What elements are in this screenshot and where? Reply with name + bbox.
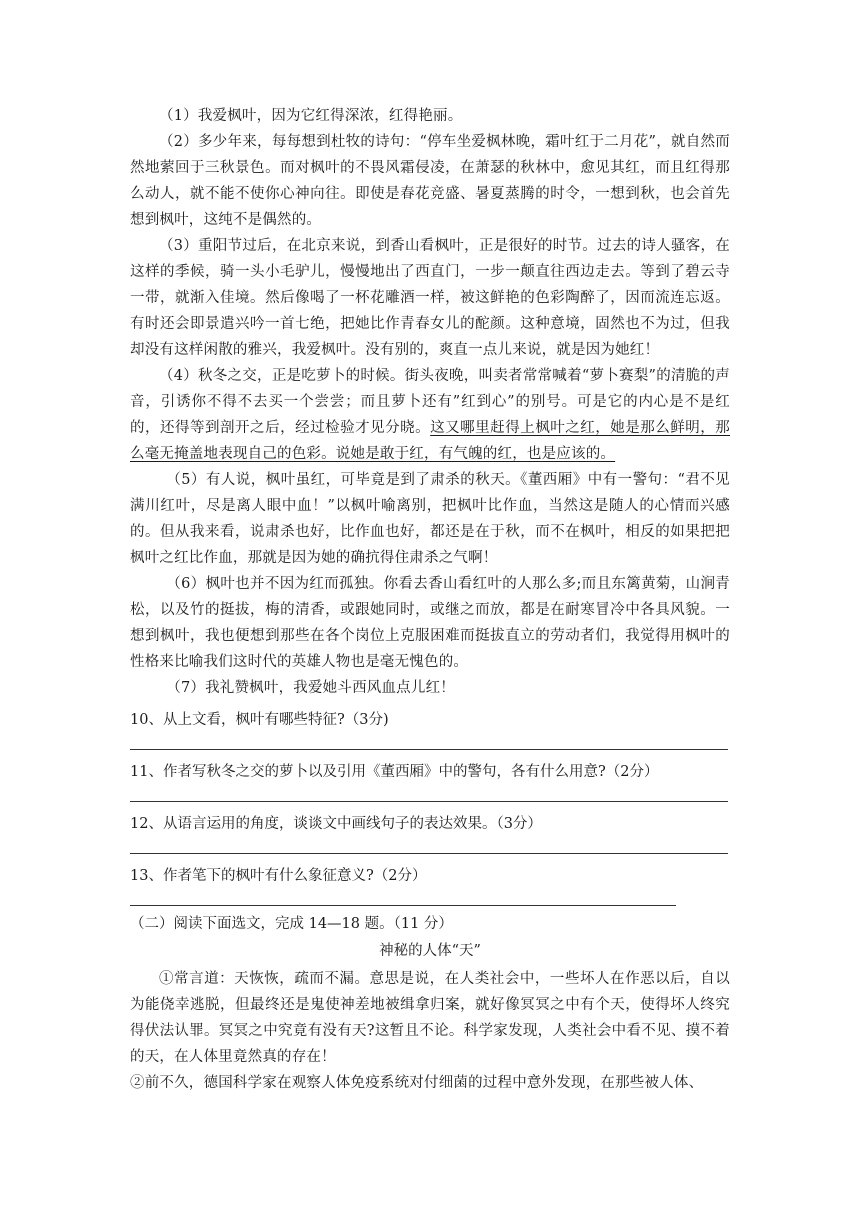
passage-maple-leaf — [130, 103, 730, 701]
question-11: 11、作者写秋冬之交的萝卜以及引用《董西厢》中的警句，各有什么用意?（2分） — [130, 764, 659, 780]
paragraph-1: （1）我爱枫叶，因为它红得深浓，红得艳丽。 — [159, 108, 463, 124]
answer-line-12[interactable] — [130, 853, 728, 854]
underlined-sentence: 这又哪里赶得上枫叶之红，她是那么鲜明，那么毫无掩盖地表现自己的色彩。说她是敢于红，有气魄的红，也是应该的。 — [130, 420, 731, 462]
paragraph-2: （2）多少年来，每每想到杜牧的诗句：“停车坐爱枫林晚，霜叶红于二月花”，就自然而然地萦回于三秋景色。而对枫叶的不畏风霜侵凌，在萧瑟的秋林中，愈见其红，而且红得那么动人，就不能不使你心神向往。即使是春花竞盛、暑夏蒸腾的时令，一想到秋，也会首先想到枫叶，这纯不是偶然的。 — [130, 134, 730, 228]
paragraph-6: （6）枫叶也并不因为红而孤独。你看去香山看红叶的人那么多;而且东篱黄菊，山涧青松，以及竹的挺拔，梅的清香，或跟她同时，或继之而放，都是在耐寒冒冷中各具风貌。一想到枫叶，我也便想到那些在各个岗位上克服困难而挺拔直立的劳动者们，我觉得用枫叶的性格来比喻我们这时代的英雄人物也是毫无愧色的。 — [130, 576, 730, 670]
answer-line-13[interactable] — [130, 905, 676, 906]
question-13: 13、作者笔下的枫叶有什么象征意义?（2分） — [130, 868, 427, 884]
question-10: 10、从上文看，枫叶有哪些特征?（3分) — [130, 712, 389, 728]
article-paragraph-1: ①常言道：天恢恢，疏而不漏。意思是说，在人类社会中，一些坏人在作恶以后，自以为能侥幸逃脱，但最终还是鬼使神差地被缉拿归案，就好像冥冥之中有个天，使得坏人终究得伏法认罪。冥冥之中究竟有没有天?这暂且不论。科学家发现，人类社会中看不见、摸不着的天，在人体里竟然真的存在！ — [130, 971, 730, 1065]
paragraph-5: （5）有人说，枫叶虽红，可毕竟是到了肃杀的秋天。《董西厢》中有一警句：“君不见满川红叶，尽是离人眼中血！”以枫叶喻离别，把枫叶比作血，当然这是随人的心情而兴感的。但从我来看，说肃杀也好，比作血也好，都还是在于秋，而不在枫叶，相反的如果把把枫叶之红比作血，那就是因为她的确抗得住肃杀之气啊！ — [130, 472, 730, 566]
paragraph-4 — [130, 363, 730, 467]
answer-line-10[interactable] — [130, 749, 728, 750]
paragraph-7: （7）我礼赞枫叶，我爱她斗西风血点儿红！ — [166, 680, 455, 696]
article-title: 神秘的人体“天” — [379, 943, 481, 959]
question-12: 12、从语言运用的角度，谈谈文中画线句子的表达效果。（3分） — [130, 816, 542, 832]
paragraph-3: （3）重阳节过后，在北京来说，到香山看枫叶，正是很好的时节。过去的诗人骚客，在这样的季候，骑一头小毛驴儿，慢慢地出了西直门，一步一颠直往西边走去。等到了碧云寺一带，就渐入佳境。然后像喝了一杯花雕酒一样，被这鲜艳的色彩陶醉了，因而流连忘返。有时还会即景遣兴吟一首七绝，把她比作青春女儿的酡颜。这种意境，固然也不为过，但我却没有这样闲散的雅兴，我爱枫叶。没有别的，爽直一点儿来说，就是因为她红！ — [130, 238, 730, 358]
section-2-instruction: （二）阅读下面选文，完成 14—18 题。（11 分） — [130, 916, 453, 932]
paragraph-4-text: （4）秋冬之交，正是吃萝卜的时候。街头夜晚，叫卖者常常喊着“萝卜赛梨”的清脆的声音，引诱你不得不去买一个尝尝；而且萝卜还有”红到心”的别号。可是它的内心是不是红的，还得等到剖开之后，经过检验才见分晓。 — [130, 368, 730, 436]
answer-line-11[interactable] — [130, 801, 728, 802]
article-paragraph-2: ②前不久，德国科学家在观察人体免疫系统对付细菌的过程中意外发现，在那些被人体、 — [130, 1075, 704, 1091]
passage-body-heaven — [130, 966, 730, 1096]
